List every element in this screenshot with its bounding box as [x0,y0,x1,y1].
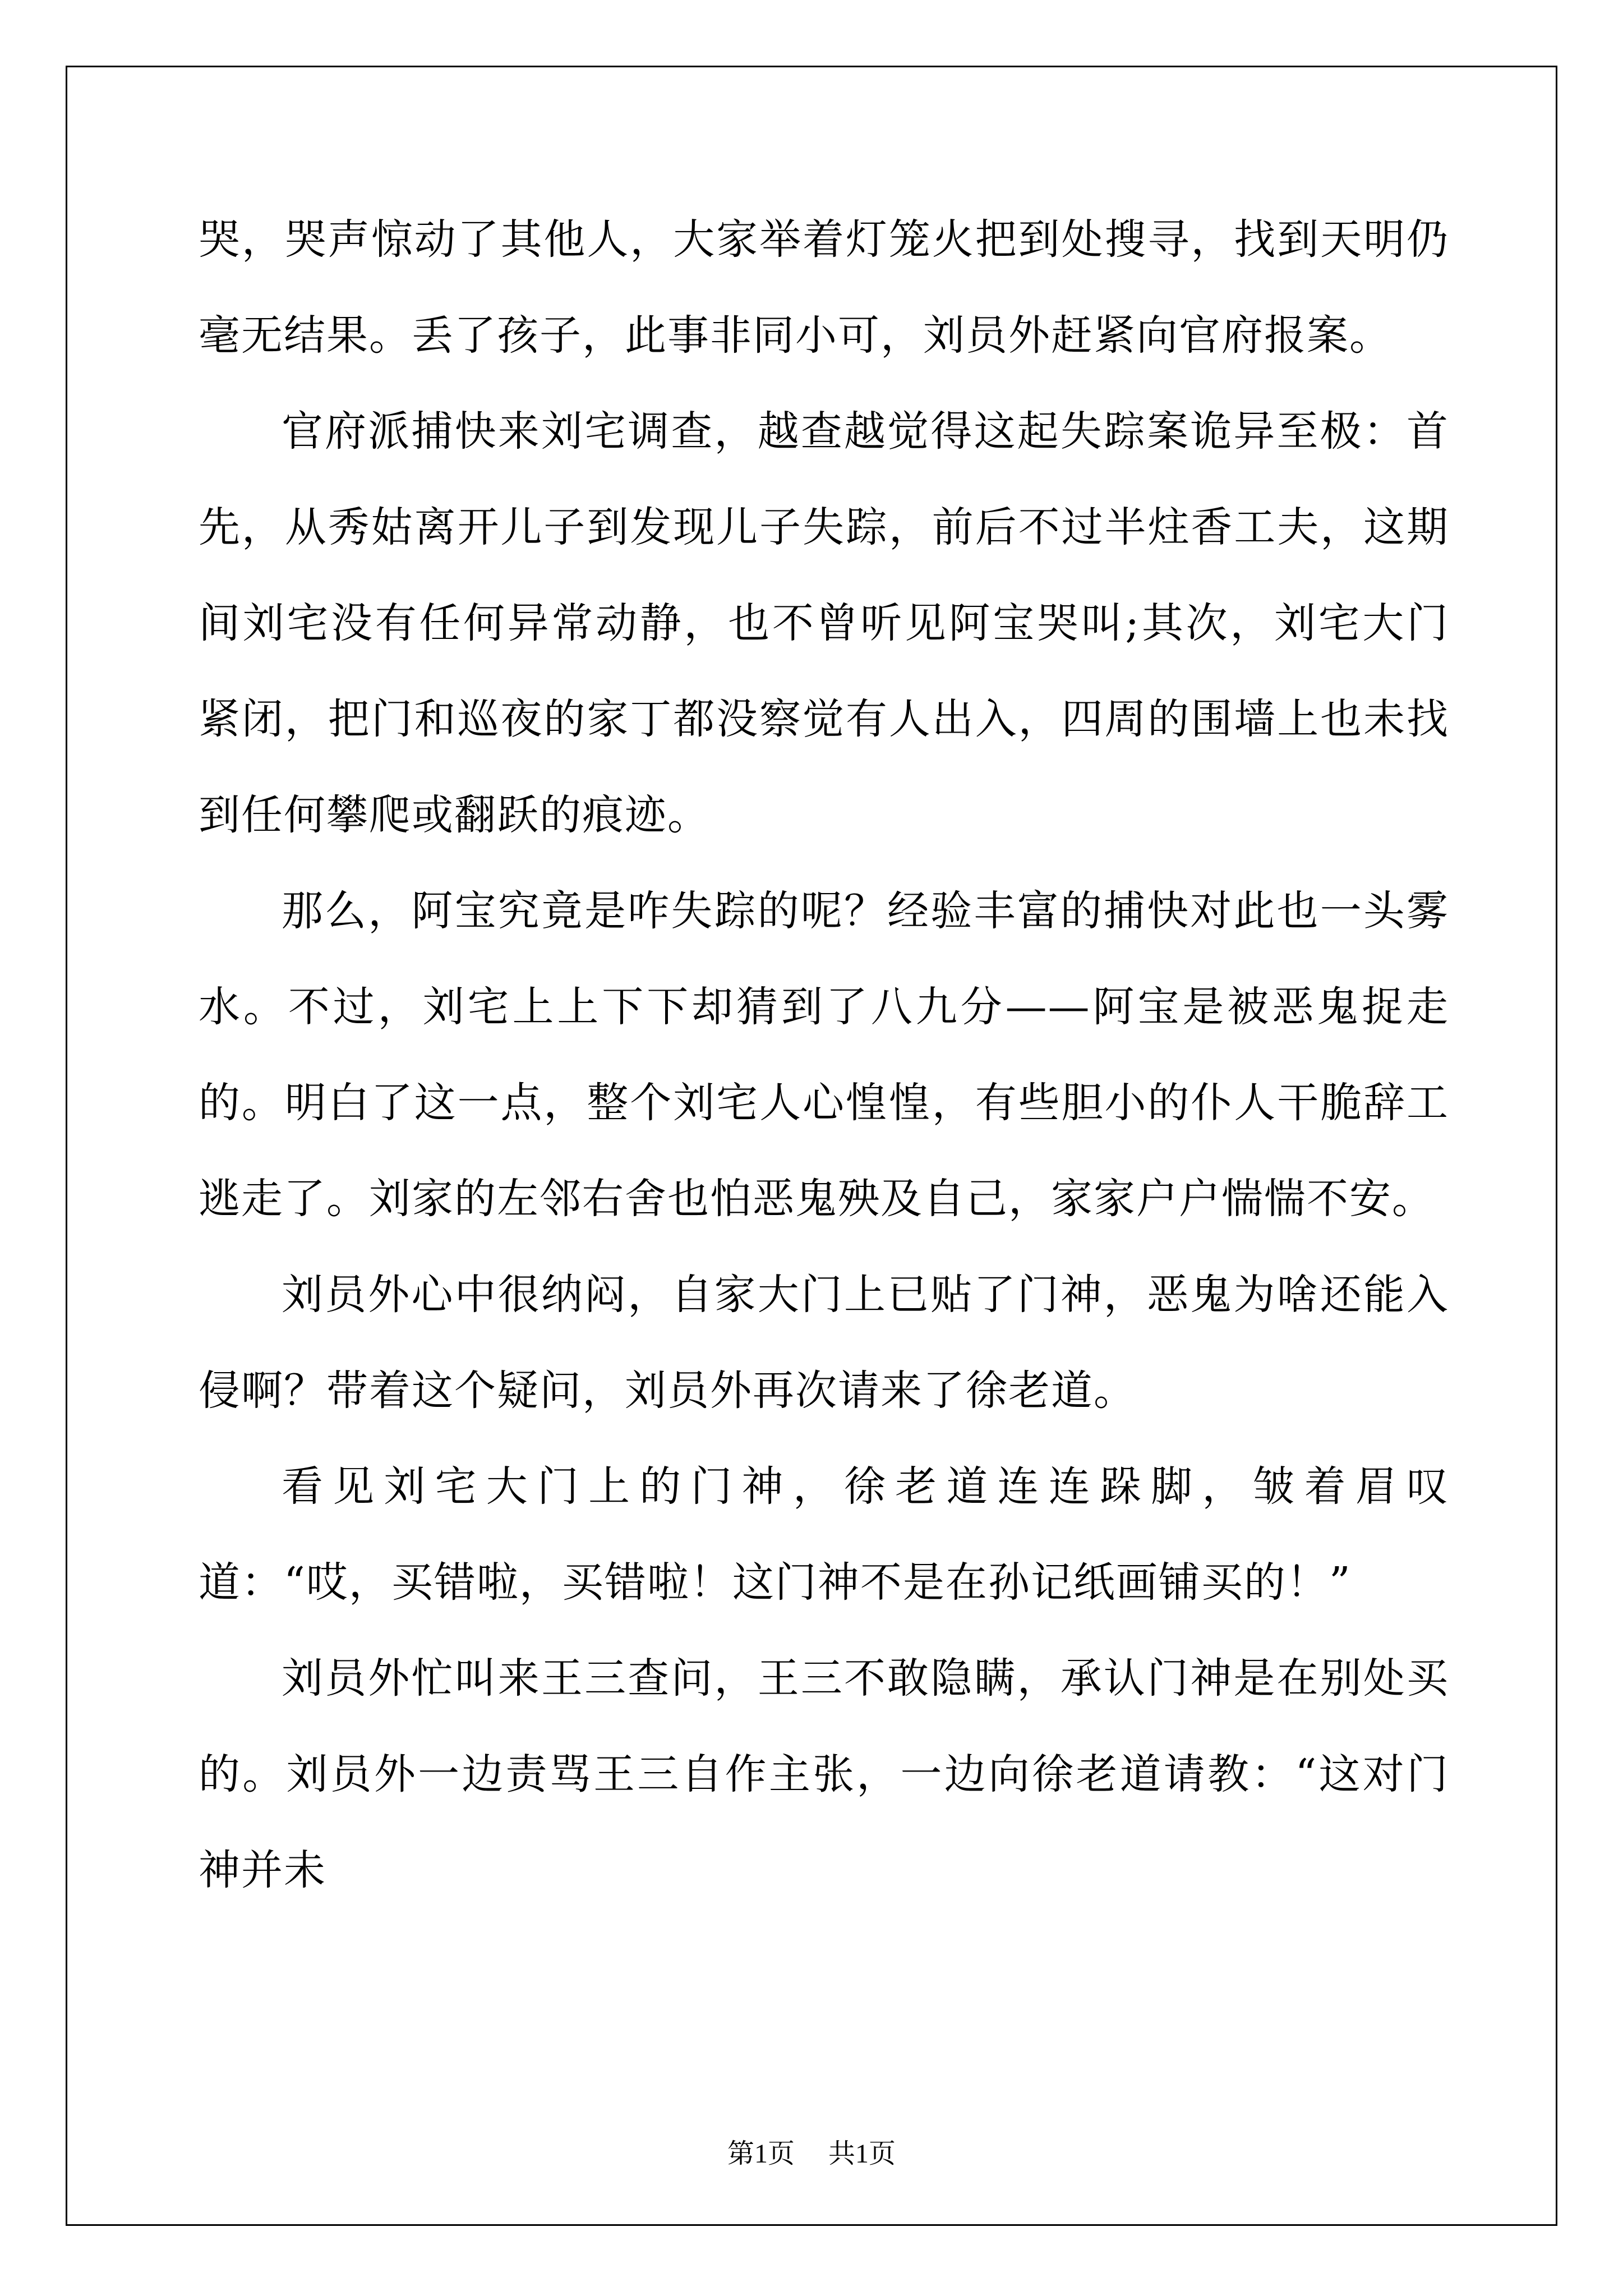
page-number: 第1页 [727,2139,795,2169]
document-body [199,192,1449,1918]
paragraph-3: 那么，阿宝究竟是咋失踪的呢？经验丰富的捕快对此也一头雾水。不过，刘宅上上下下却猜到了八九分——阿宝是被恶鬼捉走的。明白了这一点，整个刘宅人心惶惶，有些胆小的仆人干脆辞工逃走了。刘家的左邻右舍也怕恶鬼殃及自己，家家户户惴惴不安。 [199,887,1449,1223]
paragraph-2: 官府派捕快来刘宅调查，越查越觉得这起失踪案诡异至极：首先，从秀姑离开儿子到发现儿子失踪，前后不过半炷香工夫，这期间刘宅没有任何异常动静，也不曾听见阿宝哭叫;其次，刘宅大门紧闭，把门和巡夜的家丁都没察觉有人出入，四周的围墙上也未找到任何攀爬或翻跃的痕迹。 [199,407,1449,839]
paragraph-1: 哭，哭声惊动了其他人，大家举着灯笼火把到处搜寻，找到天明仍毫无结果。丢了孩子，此事非同小可，刘员外赶紧向官府报案。 [199,215,1449,360]
page-total: 共1页 [828,2139,896,2169]
paragraph-4: 刘员外心中很纳闷，自家大门上已贴了门神，恶鬼为啥还能入侵啊？带着这个疑问，刘员外再次请来了徐老道。 [199,1271,1449,1415]
page-footer [0,2132,1623,2170]
paragraph-6: 刘员外忙叫来王三查问，王三不敢隐瞒，承认门神是在别处买的。刘员外一边责骂王三自作主张，一边向徐老道请教：“这对门神并未 [199,1654,1449,1894]
paragraph-5: 看见刘宅大门上的门神，徐老道连连跺脚，皱着眉叹道：“哎，买错啦，买错啦！这门神不是在孙记纸画铺买的！” [199,1462,1449,1607]
